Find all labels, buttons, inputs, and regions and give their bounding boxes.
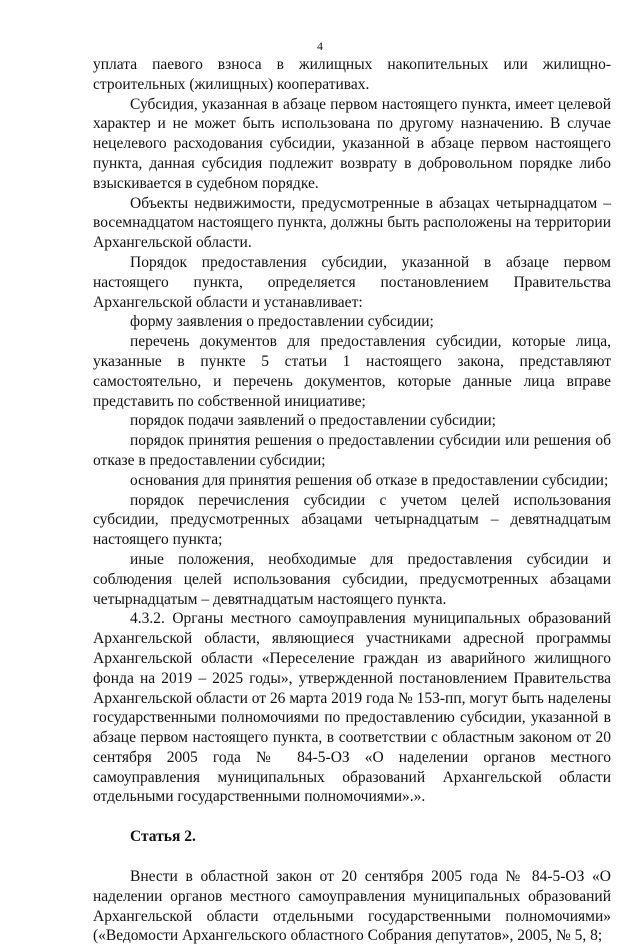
paragraph-10: порядок перечисления субсидии с учетом целей использования субсидии, предусмотренных абзацами четырнадцатым – девятнадцатым настоящего пункта; <box>93 491 611 549</box>
paragraph-11: иные положения, необходимые для предоставления субсидии и соблюдения целей использования субсидии, предусмотренных абзацами четырнадцатым – девятнадцатым настоящего пункта. <box>93 550 611 608</box>
document-body <box>93 55 611 946</box>
paragraph-8: порядок принятия решения о предоставлении субсидии или решения об отказе в предоставлении субсидии; <box>93 432 611 469</box>
paragraph-7: порядок подачи заявлений о предоставлении субсидии; <box>130 412 496 430</box>
paragraph-9: основания для принятия решения об отказе в предоставлении субсидии; <box>130 471 609 489</box>
spacer <box>93 807 611 827</box>
paragraph-12: 4.3.2. Органы местного самоуправления муниципальных образований Архангельской области, являющиеся участниками адресной программы Архангельской области «Переселение граждан из аварийного жилищного фонда на 2019 – 2025 годы», утвержденной постановлением Правительства Архангельской области от 26 марта 2019 года № 153-пп, могут быть наделены государственными полномочиями по предоставлению субсидии, указанной в абзаце первом настоящего пункта, в соответствии с областным законом от 20 сентября 2005 года № 84-5-ОЗ «О наделении органов местного самоуправления муниципальных образований Архангельской области отдельными государственными полномочиями».». <box>93 610 611 806</box>
page-number: 4 <box>317 39 323 53</box>
paragraph-4: Порядок предоставления субсидии, указанной в абзаце первом настоящего пункта, определяется постановлением Правительства Архангельской области и устанавливает: <box>93 253 611 311</box>
paragraph-3: Объекты недвижимости, предусмотренные в абзацах четырнадцатом – восемнадцатом настоящего пункта, должны быть расположены на территории Архангельской области. <box>93 194 611 252</box>
article-heading: Статья 2. <box>130 828 196 846</box>
paragraph-5: форму заявления о предоставлении субсидии; <box>130 313 434 331</box>
paragraph-6: перечень документов для предоставления субсидии, которые лица, указанные в пункте 5 статьи 1 настоящего закона, представляют самостоятельно, и перечень документов, которые данные лица вправе представить по собственной инициативе; <box>93 333 611 410</box>
spacer <box>93 847 611 867</box>
paragraph-1: уплата паевого взноса в жилищных накопительных или жилищно-строительных (жилищных) кооперативах. <box>93 56 611 93</box>
paragraph-2: Субсидия, указанная в абзаце первом настоящего пункта, имеет целевой характер и не может быть использована по другому назначению. В случае нецелевого расходования субсидии, указанной в абзаце первом настоящего пункта, данная субсидия подлежит возврату в добровольном порядке либо взыскивается в судебном порядке. <box>93 95 611 192</box>
article-paragraph: Внести в областной закон от 20 сентября 2005 года № 84-5-ОЗ «О наделении органов местного самоуправления муниципальных образований Архангельской области отдельными государственными полномочиями» («Ведомости Архангельского областного Собрания депутатов», 2005, № 5, 8; <box>93 868 611 945</box>
